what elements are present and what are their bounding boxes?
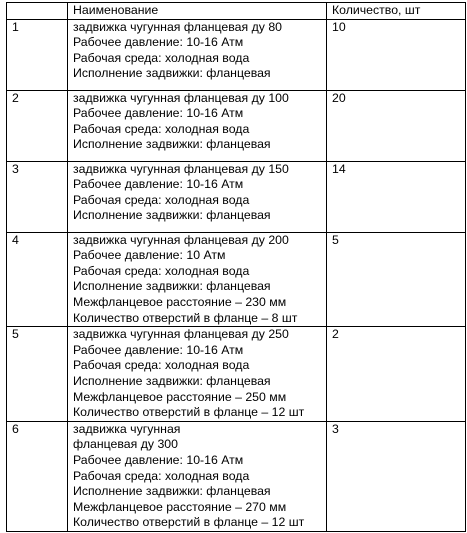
name-line: Межфланцевое расстояние – 270 мм	[73, 499, 287, 514]
table-row	[7, 19, 466, 90]
table-row	[7, 90, 466, 161]
row-number: 6	[7, 421, 68, 531]
header-number	[7, 3, 68, 20]
name-line: Исполнение задвижки: фланцевая	[73, 373, 271, 388]
name-line: задвижка чугунная фланцевая ду 150	[73, 161, 289, 176]
row-quantity: 10	[327, 19, 466, 90]
name-line: Количество отверстий в фланце – 12 шт	[73, 515, 305, 530]
name-line: Исполнение задвижки: фланцевая	[73, 484, 271, 499]
row-quantity: 3	[327, 421, 466, 531]
name-line: Количество отверстий в фланце – 8 шт	[73, 310, 298, 325]
name-line: Рабочее давление: 10-16 Атм	[73, 342, 244, 357]
name-line: Рабочая среда: холодная вода	[73, 263, 250, 278]
name-line: Рабочее давление: 10 Атм	[73, 248, 226, 263]
table-header-row	[7, 3, 466, 20]
table-row	[7, 421, 466, 531]
row-number: 3	[7, 161, 68, 232]
name-line: Исполнение задвижки: фланцевая	[73, 66, 271, 81]
name-line: Рабочая среда: холодная вода	[73, 50, 250, 65]
header-name: Наименование	[68, 3, 327, 20]
name-line: Рабочая среда: холодная вода	[73, 192, 250, 207]
name-line: задвижка чугунная фланцевая ду 200	[73, 232, 289, 247]
row-number: 1	[7, 19, 68, 90]
row-name	[68, 327, 327, 422]
row-name	[68, 161, 327, 232]
table-row	[7, 327, 466, 422]
name-line: Рабочее давление: 10-16 Атм	[73, 452, 244, 467]
name-line: Рабочее давление: 10-16 Атм	[73, 177, 244, 192]
name-line: Количество отверстий в фланце – 12 шт	[73, 405, 305, 420]
name-line: задвижка чугунная фланцевая ду 80	[73, 19, 282, 34]
row-quantity: 20	[327, 90, 466, 161]
name-line: Рабочее давление: 10-16 Атм	[73, 35, 244, 50]
row-quantity: 2	[327, 327, 466, 422]
row-quantity: 14	[327, 161, 466, 232]
name-line: Исполнение задвижки: фланцевая	[73, 208, 271, 223]
row-name	[68, 232, 327, 327]
row-number: 2	[7, 90, 68, 161]
name-line: Межфланцевое расстояние – 250 мм	[73, 389, 287, 404]
name-line: Рабочая среда: холодная вода	[73, 358, 250, 373]
name-line: Рабочая среда: холодная вода	[73, 121, 250, 136]
name-line: задвижка чугунная	[73, 421, 181, 436]
table-row	[7, 232, 466, 327]
name-line: Исполнение задвижки: фланцевая	[73, 279, 271, 294]
row-name	[68, 19, 327, 90]
header-quantity: Количество, шт	[327, 3, 466, 20]
name-line: Исполнение задвижки: фланцевая	[73, 137, 271, 152]
valve-spec-table	[6, 2, 466, 532]
name-line: задвижка чугунная фланцевая ду 250	[73, 327, 289, 342]
name-line: Рабочая среда: холодная вода	[73, 468, 250, 483]
row-quantity: 5	[327, 232, 466, 327]
table-row	[7, 161, 466, 232]
name-line: задвижка чугунная фланцевая ду 100	[73, 90, 289, 105]
row-name	[68, 421, 327, 531]
row-number: 5	[7, 327, 68, 422]
row-name	[68, 90, 327, 161]
name-line: Рабочее давление: 10-16 Атм	[73, 106, 244, 121]
name-line: фланцевая ду 300	[73, 437, 178, 452]
row-number: 4	[7, 232, 68, 327]
name-line: Межфланцевое расстояние – 230 мм	[73, 294, 287, 309]
